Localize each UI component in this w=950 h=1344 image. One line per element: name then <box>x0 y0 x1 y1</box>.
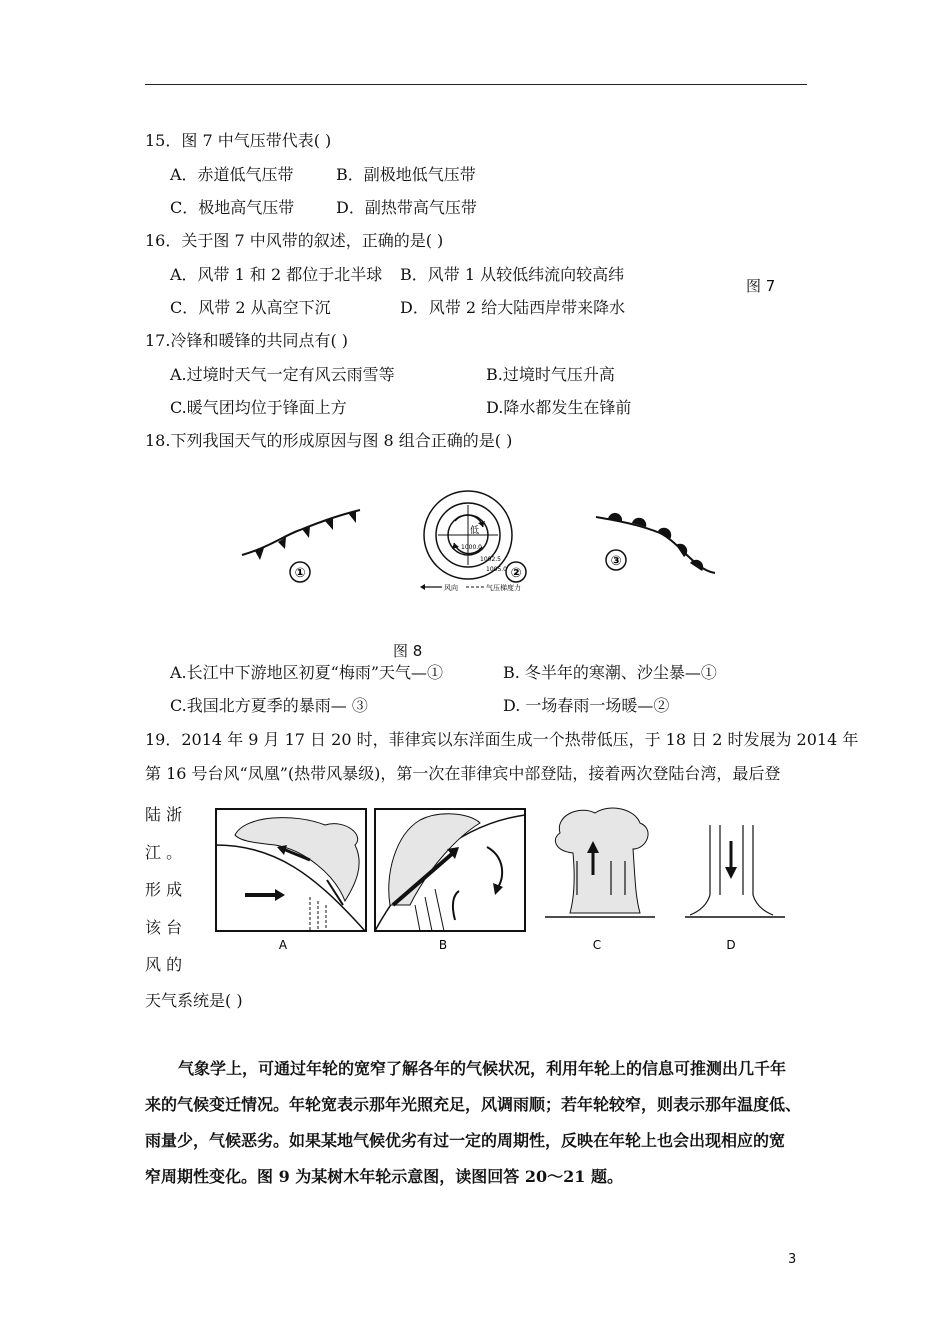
diagram-b <box>375 809 525 952</box>
q18-option-c: C.我国北方夏季的暴雨— ③ <box>170 696 368 715</box>
diagram-d-label: D <box>726 938 736 952</box>
legend-gradient: 气压梯度力 <box>486 584 521 592</box>
q17-option-a: A.过境时天气一定有风云雨雪等 <box>170 365 395 384</box>
cold-front-diagram <box>242 510 360 582</box>
q18-option-a: A.长江中下游地区初夏“梅雨”天气—① <box>170 663 444 682</box>
diagram-c <box>545 808 655 952</box>
q16-option-c: C．风带 2 从高空下沉 <box>170 298 331 317</box>
q19-side-line-4: 该 台 <box>145 918 183 937</box>
fig8-mark-1: ① <box>294 566 306 581</box>
diagram-b-label: B <box>438 938 448 952</box>
q15-option-c: C．极地高气压带 <box>170 198 295 217</box>
q17-option-d: D.降水都发生在锋前 <box>486 398 632 417</box>
isobar-1005: 1005.0 <box>486 566 507 573</box>
figure-8 <box>230 485 740 605</box>
q19-line-1: 19．2014 年 9 月 17 日 20 时，菲律宾以东洋面生成一个热带低压，于 18 日 2 时发展为 2014 年 <box>145 730 859 749</box>
q19-side-line-2: 江 。 <box>145 843 183 862</box>
q19-line-2: 第 16 号台风“凤凰”(热带风暴级)，第一次在菲律宾中部登陆，接着两次登陆台湾，最后登 <box>145 764 781 783</box>
q16-option-d: D．风带 2 给大陆西岸带来降水 <box>400 298 626 317</box>
diagram-a <box>216 809 366 952</box>
warm-front-diagram <box>596 513 715 573</box>
q18-stem: 18.下列我国天气的形成原因与图 8 组合正确的是( ) <box>145 431 513 450</box>
q17-option-b: B.过境时气压升高 <box>486 365 615 384</box>
q17-option-c: C.暖气团均位于锋面上方 <box>170 398 347 417</box>
q15-option-d: D．副热带高气压带 <box>336 198 477 217</box>
cyclone-center-label: 低 <box>470 526 480 536</box>
q19-side-line-3: 形 成 <box>145 880 183 899</box>
q17-stem: 17.冷锋和暖锋的共同点有( ) <box>145 331 349 350</box>
fig8-mark-3: ③ <box>610 554 622 569</box>
diagram-a-label: A <box>278 938 288 952</box>
passage-line-3: 雨量少，气候恶劣。如果某地气候优劣有过一定的周期性，反映在年轮上也会出现相应的宽 <box>145 1131 786 1150</box>
passage-line-1: 气象学上，可通过年轮的宽窄了解各年的气候状况，利用年轮上的信息可推测出几千年 <box>178 1059 787 1078</box>
q19-end: 天气系统是( ) <box>145 991 243 1010</box>
passage-line-4: 窄周期性变化。图 9 为某树木年轮示意图，读图回答 20～21 题。 <box>145 1167 623 1186</box>
legend-wind: 风向 <box>444 584 458 592</box>
figure-8-label: 图 8 <box>393 642 423 660</box>
q19-side-line-1: 陆 浙 <box>145 805 183 824</box>
q16-option-b: B．风带 1 从较低纬流向较高纬 <box>400 265 625 284</box>
q18-option-b: B. 冬半年的寒潮、沙尘暴—① <box>503 663 717 682</box>
diagram-d <box>685 825 785 952</box>
q18-option-d: D. 一场春雨一场暖—② <box>503 696 670 715</box>
weather-system-diagrams <box>215 805 795 955</box>
isobar-1002: 1002.5 <box>480 556 501 563</box>
header-rule <box>145 84 807 85</box>
q15-option-a: A．赤道低气压带 <box>170 165 294 184</box>
isobar-1000: 1000.0 <box>461 544 482 551</box>
fig8-mark-2: ② <box>510 566 522 581</box>
passage-line-2: 来的气候变迁情况。年轮宽表示那年光照充足，风调雨顺；若年轮较窄，则表示那年温度低、 <box>145 1095 802 1114</box>
q15-stem: 15．图 7 中气压带代表( ) <box>145 131 332 150</box>
q15-option-b: B．副极地低气压带 <box>336 165 476 184</box>
diagram-c-label: C <box>592 938 602 952</box>
q16-option-a: A．风带 1 和 2 都位于北半球 <box>170 265 383 284</box>
figure-7-label: 图 7 <box>746 277 776 295</box>
cyclone-diagram <box>420 491 526 592</box>
page-number: 3 <box>788 1252 797 1267</box>
q19-side-line-5: 风 的 <box>145 955 183 974</box>
q16-stem: 16．关于图 7 中风带的叙述，正确的是( ) <box>145 231 444 250</box>
